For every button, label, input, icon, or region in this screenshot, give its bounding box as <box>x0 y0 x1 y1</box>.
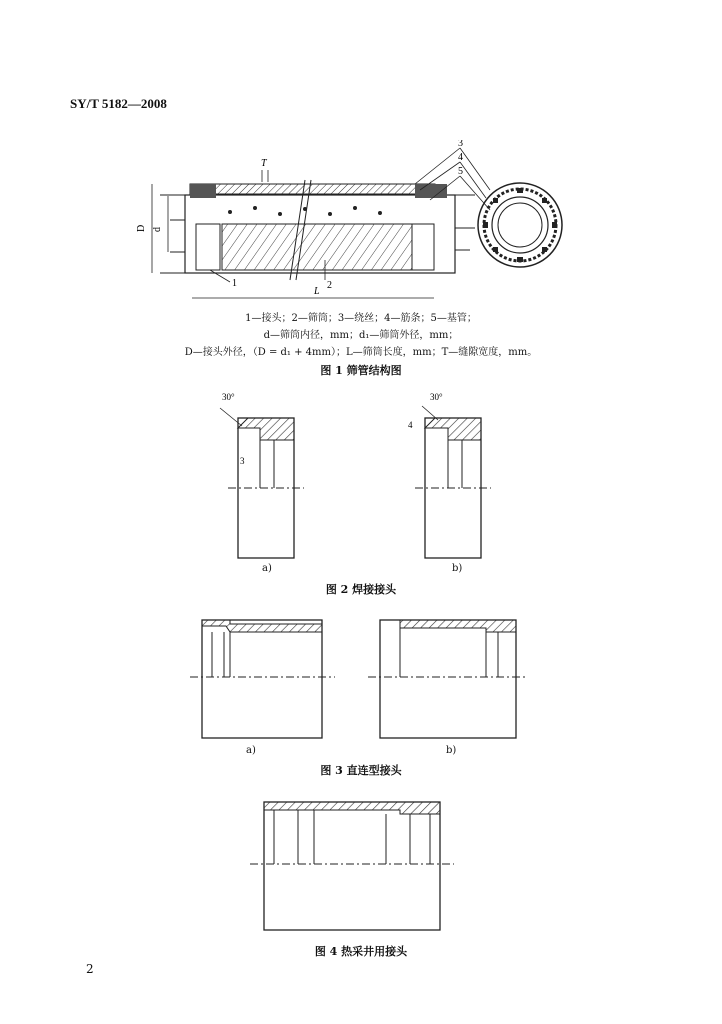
figure3-joint-a <box>190 620 335 738</box>
base-pipe-holes <box>228 206 382 216</box>
part5-label: 5 <box>458 166 463 177</box>
part4-label: 4 <box>458 152 463 163</box>
cross-section-inner <box>498 203 542 247</box>
figure3-caption: 图 3 直连型接头 <box>320 764 402 777</box>
dim-d-label: d <box>152 227 163 232</box>
figure1-caption: 图 1 筛管结构图 <box>320 364 402 377</box>
standard-code: SY/T 5182—2008 <box>70 96 167 111</box>
part2-label: 2 <box>327 280 332 291</box>
coupling-right <box>412 224 434 270</box>
figure2-dim-b: 4 <box>408 420 413 430</box>
dim-L-label: L <box>314 286 320 297</box>
figure2-angle-a: 30° <box>222 392 235 402</box>
figure2-joint-b <box>408 392 491 558</box>
figure1-legend-line1: 1—接头；2—筛筒；3—绕丝；4—筋条；5—基管； <box>245 313 477 324</box>
coupling-top-left <box>190 184 216 198</box>
figure2-drawing <box>200 388 520 578</box>
figure1-legend-line3: D—接头外径，（D = d₁ + 4mm）；L—筛筒长度，mm；T—缝隙宽度，mm。 <box>184 347 538 358</box>
figure2-dim-a: 3 <box>240 456 245 466</box>
coupling-left <box>196 224 220 270</box>
figure2-caption: 图 2 焊接接头 <box>325 583 397 596</box>
figure4-drawing <box>250 796 460 934</box>
figure3-sub-a: a) <box>246 745 256 756</box>
figure2-sub-a: a) <box>262 563 272 574</box>
cross-section-base <box>492 197 548 253</box>
part3-label: 3 <box>458 140 463 149</box>
wire-wrap-band <box>190 184 435 194</box>
figure3-drawing <box>190 612 530 747</box>
figure2-sub-b: b) <box>452 563 463 574</box>
cross-section-ribs <box>483 188 557 262</box>
page-number: 2 <box>86 962 94 976</box>
dim-D-label: D <box>136 224 147 232</box>
dim-T-label: T <box>261 158 267 169</box>
screen-jacket-hatch <box>222 224 412 270</box>
figure3-joint-b <box>368 620 528 738</box>
part1-label: 1 <box>232 278 237 289</box>
cross-section-outer <box>478 183 562 267</box>
figure1-legend-line2: d—筛筒内径，mm；d₁—筛筒外径，mm； <box>263 330 459 341</box>
figure2-joint-a <box>220 392 304 558</box>
figure3-sub-b: b) <box>446 745 457 756</box>
figure4-caption: 图 4 热采井用接头 <box>314 945 408 958</box>
figure1-drawing <box>130 140 590 315</box>
figure2-angle-b: 30° <box>430 392 443 402</box>
coupling-top-right <box>415 184 447 198</box>
